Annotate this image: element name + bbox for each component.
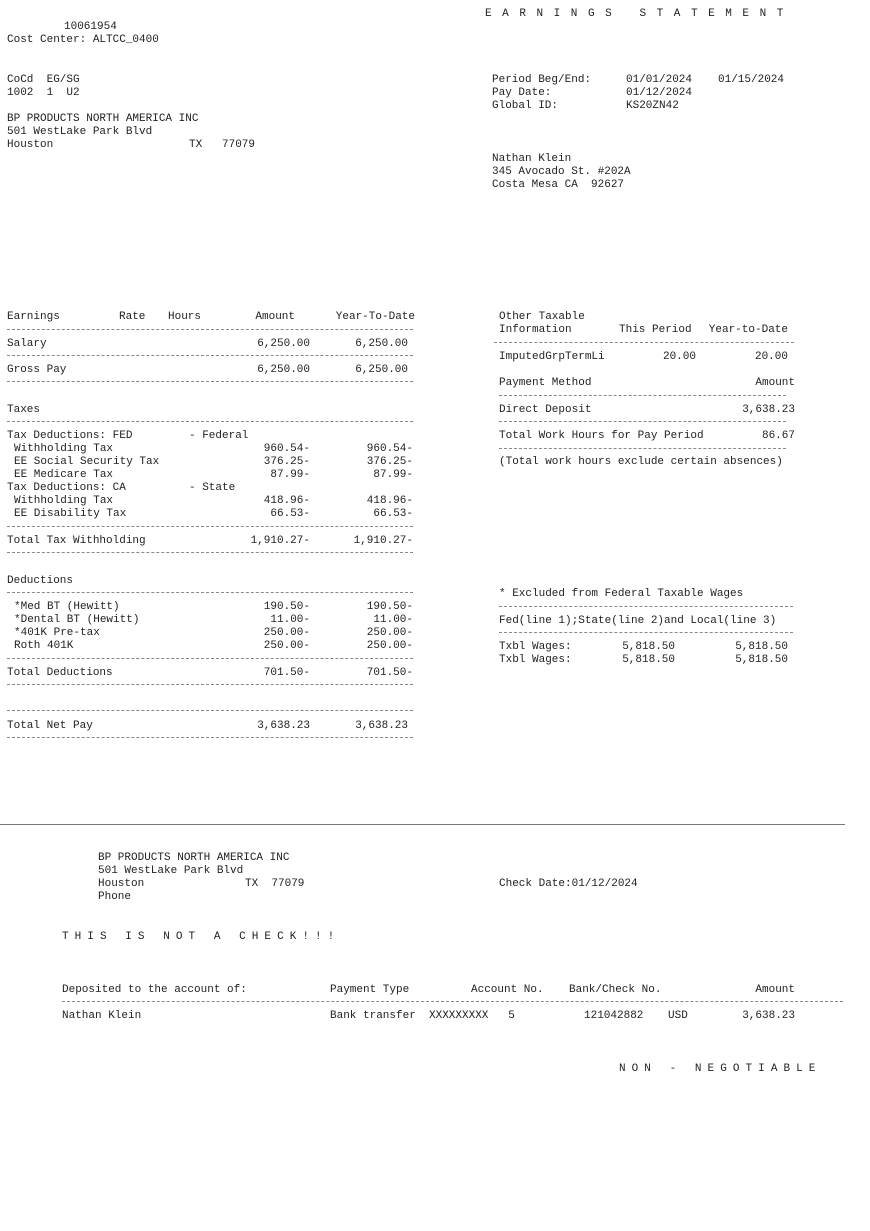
ca-tax-ytd: 418.96- — [366, 495, 413, 507]
total-deductions-ytd: 701.50- — [366, 667, 413, 679]
ca-tax-ytd: 66.53- — [373, 508, 413, 520]
divider — [7, 710, 413, 711]
fed-tax-ytd: 87.99- — [373, 469, 413, 481]
gross-pay-label: Gross Pay — [7, 364, 67, 376]
payment-method-title: Payment Method — [499, 377, 592, 389]
taxable-wages-label: Txbl Wages: — [499, 654, 572, 666]
gross-pay-ytd: 6,250.00 — [355, 364, 408, 376]
excluded-title: * Excluded from Federal Taxable Wages — [499, 588, 744, 600]
gross-pay-amount: 6,250.00 — [257, 364, 310, 376]
year-to-date-header: Year-to-Date — [708, 324, 788, 336]
bank-check-header: Bank/Check No. — [569, 984, 662, 996]
rate-header: Rate — [119, 311, 146, 323]
check-date: Check Date:01/12/2024 — [499, 878, 638, 890]
company-name: BP PRODUCTS NORTH AMERICA INC — [7, 113, 199, 125]
bank-number: 121042882 — [584, 1010, 644, 1022]
deposit-amount: 3,638.23 — [742, 1010, 795, 1022]
period-begin: 01/01/2024 — [626, 74, 693, 86]
divider — [499, 421, 786, 422]
divider — [7, 684, 413, 685]
check-amount-header: Amount — [755, 984, 795, 996]
fed-tax-amount: 376.25- — [263, 456, 310, 468]
deduction-label: *401K Pre-tax — [14, 627, 100, 639]
divider — [499, 632, 793, 633]
net-pay-label: Total Net Pay — [7, 720, 93, 732]
non-negotiable-notice: NON - NEGOTIABLE — [619, 1063, 822, 1075]
deduction-amount: 250.00- — [263, 627, 310, 639]
total-tax-amount: 1,910.27- — [250, 535, 310, 547]
divider — [7, 355, 413, 356]
earnings-header: Earnings — [7, 311, 60, 323]
divider — [7, 592, 413, 593]
check-company-state-zip: TX 77079 — [245, 878, 305, 890]
divider — [499, 448, 786, 449]
check-company-phone: Phone — [98, 891, 132, 903]
ca-tax-subtitle: - State — [189, 482, 236, 494]
net-pay-amount: 3,638.23 — [257, 720, 310, 732]
employee-city: Costa Mesa CA 92627 — [492, 179, 625, 191]
other-taxable-title: Other Taxable — [499, 311, 585, 323]
payment-type: Bank transfer — [330, 1010, 416, 1022]
ca-tax-label: EE Disability Tax — [14, 508, 127, 520]
deduction-amount: 250.00- — [263, 640, 310, 652]
employee-name: Nathan Klein — [492, 153, 572, 165]
statement-title: E A R N I N G S S T A T E M E N T — [485, 8, 786, 20]
cocd-label: CoCd EG/SG — [7, 74, 80, 86]
fed-tax-label: Withholding Tax — [14, 443, 114, 455]
company-city: Houston — [7, 139, 54, 151]
fed-tax-label: EE Medicare Tax — [14, 469, 114, 481]
deduction-ytd: 11.00- — [373, 614, 413, 626]
earnings-row-ytd: 6,250.00 — [355, 338, 408, 350]
divider — [7, 526, 413, 527]
ca-tax-label: Withholding Tax — [14, 495, 114, 507]
not-a-check-notice: THIS IS NOT A CHECK!!! — [62, 931, 341, 943]
divider — [494, 342, 794, 343]
direct-deposit-amount: 3,638.23 — [742, 404, 795, 416]
divider — [499, 395, 786, 396]
other-taxable-info-label: Information — [499, 324, 572, 336]
earnings-row-label: Salary — [7, 338, 47, 350]
work-hours-label: Total Work Hours for Pay Period — [499, 430, 704, 442]
hours-header: Hours — [168, 311, 202, 323]
check-company-name: BP PRODUCTS NORTH AMERICA INC — [98, 852, 290, 864]
work-hours-note: (Total work hours exclude certain absences) — [499, 456, 783, 468]
total-deductions-amount: 701.50- — [263, 667, 310, 679]
taxable-wages-label: Txbl Wages: — [499, 641, 572, 653]
employee-street: 345 Avocado St. #202A — [492, 166, 631, 178]
this-period-header: This Period — [619, 324, 692, 336]
divider — [499, 606, 793, 607]
taxable-wages-period: 5,818.50 — [622, 641, 675, 653]
company-state-zip: TX 77079 — [189, 139, 256, 151]
deduction-amount: 11.00- — [270, 614, 310, 626]
fed-tax-ytd: 960.54- — [366, 443, 413, 455]
divider — [7, 329, 413, 330]
ca-tax-amount: 418.96- — [263, 495, 310, 507]
total-deductions-label: Total Deductions — [7, 667, 113, 679]
currency: USD — [668, 1010, 688, 1022]
deduction-ytd: 250.00- — [366, 640, 413, 652]
deduction-label: Roth 401K — [14, 640, 74, 652]
taxable-wages-period: 5,818.50 — [622, 654, 675, 666]
excluded-lines-note: Fed(line 1);State(line 2)and Local(line 3) — [499, 615, 777, 627]
company-street: 501 WestLake Park Blvd — [7, 126, 153, 138]
ca-tax-amount: 66.53- — [270, 508, 310, 520]
fed-tax-title: Tax Deductions: FED — [7, 430, 133, 442]
payment-type-header: Payment Type — [330, 984, 410, 996]
total-tax-ytd: 1,910.27- — [353, 535, 413, 547]
imputed-label: ImputedGrpTermLi — [499, 351, 605, 363]
divider — [7, 737, 413, 738]
fed-tax-amount: 960.54- — [263, 443, 310, 455]
check-company-city: Houston — [98, 878, 145, 890]
earnings-row-amount: 6,250.00 — [257, 338, 310, 350]
period-label: Period Beg/End: — [492, 74, 592, 86]
net-pay-ytd: 3,638.23 — [355, 720, 408, 732]
deduction-ytd: 250.00- — [366, 627, 413, 639]
deductions-title: Deductions — [7, 575, 74, 587]
depositor-name: Nathan Klein — [62, 1010, 142, 1022]
divider — [7, 658, 413, 659]
divider — [7, 421, 413, 422]
fed-tax-subtitle: - Federal — [189, 430, 249, 442]
ytd-header: Year-To-Date — [335, 311, 415, 323]
deduction-ytd: 190.50- — [366, 601, 413, 613]
employee-id: 10061954 — [64, 21, 117, 33]
fed-tax-amount: 87.99- — [270, 469, 310, 481]
check-company-street: 501 WestLake Park Blvd — [98, 865, 244, 877]
global-id: KS20ZN42 — [626, 100, 679, 112]
divider — [62, 1001, 843, 1002]
global-id-label: Global ID: — [492, 100, 559, 112]
direct-deposit-label: Direct Deposit — [499, 404, 592, 416]
pay-date-label: Pay Date: — [492, 87, 552, 99]
fed-tax-ytd: 376.25- — [366, 456, 413, 468]
fed-tax-label: EE Social Security Tax — [14, 456, 160, 468]
deposited-header: Deposited to the account of: — [62, 984, 247, 996]
imputed-period: 20.00 — [662, 351, 696, 363]
cocd-value: 1002 1 U2 — [7, 87, 80, 99]
imputed-ytd: 20.00 — [754, 351, 788, 363]
cost-center: Cost Center: ALTCC_0400 — [7, 34, 159, 46]
amount-header: Amount — [255, 311, 295, 323]
ca-tax-title: Tax Deductions: CA — [7, 482, 126, 494]
pay-date: 01/12/2024 — [626, 87, 693, 99]
taxable-wages-ytd: 5,818.50 — [735, 654, 788, 666]
account-no-header: Account No. — [471, 984, 544, 996]
tear-line — [0, 824, 845, 825]
payment-amount-header: Amount — [755, 377, 795, 389]
divider — [7, 381, 413, 382]
taxes-title: Taxes — [7, 404, 41, 416]
account-number: XXXXXXXXX 5 — [429, 1010, 515, 1022]
divider — [7, 552, 413, 553]
work-hours-value: 86.67 — [761, 430, 795, 442]
taxable-wages-ytd: 5,818.50 — [735, 641, 788, 653]
deduction-label: *Med BT (Hewitt) — [14, 601, 120, 613]
total-tax-label: Total Tax Withholding — [7, 535, 146, 547]
period-end: 01/15/2024 — [718, 74, 785, 86]
deduction-amount: 190.50- — [263, 601, 310, 613]
deduction-label: *Dental BT (Hewitt) — [14, 614, 140, 626]
